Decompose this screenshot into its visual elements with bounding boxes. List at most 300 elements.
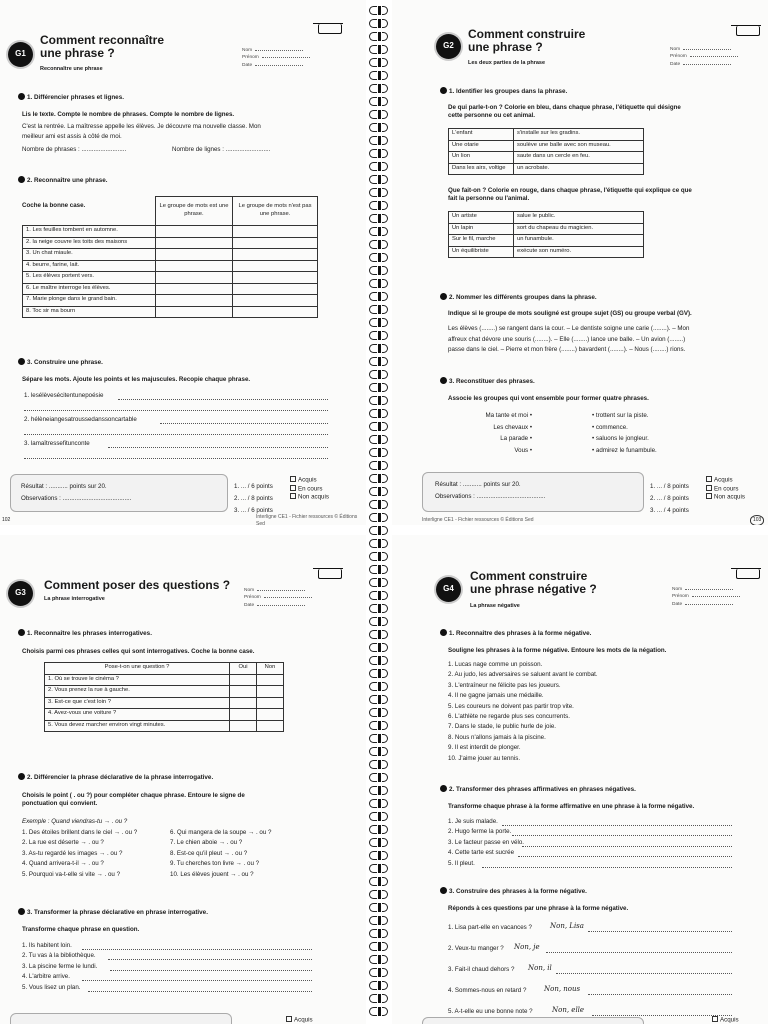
list-item[interactable]: 8. Est-ce qu'il pleut → . ou ? [170,849,248,857]
answer-line[interactable] [482,867,732,868]
lesson-badge: G2 [436,34,461,59]
answer-line[interactable] [24,458,328,459]
page-subtitle: La phrase négative [470,603,520,609]
s3-question: 1. Lisa part-elle en vacances ? [448,924,532,931]
table-row: 3. Un chat miaule. [23,249,318,261]
list-item: 1. Ils habitent loin. [22,942,72,949]
list-item[interactable]: 3. As-tu regardé les images → . ou ? [22,849,123,857]
s3-instruction: Réponds à ces questions par une phrase à la forme négative. [448,905,629,912]
spiral-ring [369,864,389,872]
table-row: 4. Avez-vous une voiture ? [45,709,284,721]
answer-line[interactable] [108,959,312,960]
label-cell[interactable]: s'installe sur les gradins. [514,129,644,141]
answer-line[interactable] [502,825,732,826]
spiral-ring [369,630,389,638]
results-box [10,474,228,512]
checkbox[interactable] [290,493,296,499]
list-item: 1. Je suis malade. [448,818,498,825]
section-2-title: 2. Différencier la phrase déclarative de la phrase interrogative. [18,773,213,782]
count-lines: Nombre de lignes : .......................... [172,146,271,153]
credit: Interligne CE1 - Fichier ressources © Éditions Sed [422,517,534,523]
spiral-ring [369,279,389,287]
spiral-ring [369,32,389,40]
col-head-yes: Oui [230,663,257,675]
lesson-badge: G3 [8,581,33,606]
spiral-ring [369,565,389,573]
spiral-ring [369,708,389,716]
list-item[interactable]: 4. Quand arrivera-t-il → . ou ? [22,860,104,868]
spiral-ring [369,227,389,235]
section-1-title: 1. Identifier les groupes dans la phrase. [440,87,567,96]
label-cell[interactable]: saute dans un cercle en feu. [514,152,644,164]
spiral-ring [369,903,389,911]
label-cell[interactable]: exécute son numéro. [514,246,644,258]
answer-line[interactable] [88,991,312,992]
checkbox-cell[interactable] [155,249,232,261]
section-2-title: 2. Nommer les différents groupes dans la phrase. [440,293,597,302]
answer-line[interactable] [24,410,328,411]
results-box [10,1013,232,1024]
spiral-ring [369,890,389,898]
answer-line[interactable] [82,980,312,981]
spiral-ring [369,968,389,976]
checkbox-cell[interactable] [233,295,318,307]
match-item[interactable]: Ma tante et moi • [485,412,532,419]
acquisition-checks: Acquis En cours Non acquis [706,476,745,502]
spiral-ring [369,617,389,625]
list-item[interactable]: 1. Lucas nage comme un poisson. [448,661,543,668]
lesson-badge: G4 [436,577,461,602]
match-item[interactable]: • saluons le jongleur. [592,435,649,442]
checkbox-cell[interactable] [257,709,284,721]
page-subtitle: Reconnaître une phrase [40,66,103,72]
label-cell[interactable]: soulève une balle avec son museau. [514,140,644,152]
s3-handwritten-answer: Non, elle [552,1006,585,1014]
answer-line[interactable] [160,423,328,424]
table-row [449,152,644,164]
page-subtitle: Les deux parties de la phrase [468,60,546,66]
spiral-ring [369,318,389,326]
table-row: 5. Vous devez marcher environ vingt minutes. [45,720,284,732]
spiral-ring [369,643,389,651]
match-item[interactable]: La parade • [500,435,532,442]
page-subtitle: La phrase interrogative [44,596,105,602]
label-cell[interactable]: salue le public. [514,212,644,224]
answer-line[interactable] [82,949,312,950]
checkbox-cell[interactable] [230,686,257,698]
list-item: 5. Vous lisez un plan. [22,983,81,991]
sentence-check-table [22,196,318,318]
tab-marker [318,569,342,579]
page-title: Comment construire une phrase négative ? [470,569,597,597]
checkbox[interactable] [712,1016,718,1022]
s3-handwritten-answer: Non, nous [544,985,581,993]
list-item[interactable]: 3. L'entraîneur ne félicite pas les joueurs. [448,681,561,689]
checkbox-cell[interactable] [230,674,257,686]
answer-line[interactable] [556,973,732,974]
spiral-ring [369,838,389,846]
identity-fields: Nom Prénom Date [670,46,738,68]
spiral-ring [369,344,389,352]
identity-fields: Nom Prénom Date [672,586,740,608]
label-cell[interactable]: Un lion [449,152,514,164]
spiral-ring [369,526,389,534]
match-item[interactable]: • admirez le funambule. [592,446,657,454]
s3-instruction: Associe les groupes qui vont ensemble pour former quatre phrases. [448,395,649,402]
spiral-ring [369,669,389,677]
checkbox[interactable] [706,493,712,499]
table-row: 2. la neige couvre les toits des maisons [23,237,318,249]
s1-list [448,661,598,765]
spiral-ring [369,981,389,989]
list-item[interactable]: 8. Nous n'allons jamais à la piscine. [448,733,546,741]
label-cell[interactable]: un acrobate. [514,163,644,175]
spiral-ring [369,396,389,404]
list-item: 4. L'arbitre arrive. [22,973,70,981]
spiral-ring [369,552,389,560]
section-3-title: 3. Construire une phrase. [18,358,103,367]
spiral-ring [369,812,389,820]
spiral-ring [369,942,389,950]
spiral-ring [369,58,389,66]
checkbox-cell[interactable] [230,709,257,721]
list-item[interactable]: 2. Au judo, les adversaires se saluent avant le combat. [448,671,598,679]
spiral-ring [369,994,389,1002]
checkbox-cell[interactable] [233,260,318,272]
spiral-ring [369,305,389,313]
list-item: 2. Tu vas à la bibliothèque. [22,952,96,960]
score-list: 1. ... / 6 points 2. ... / 8 points 3. ... / 6 points [234,483,273,514]
list-item: 5. Il pleut. [448,859,475,867]
spiral-ring [369,162,389,170]
s1-question-1: De qui parle-t-on ? Colorie en bleu, dans chaque phrase, l'étiquette qui désigne cette personne ou cet animal. [448,104,681,120]
s3-handwritten-answer: Non, je [514,943,540,951]
spiral-ring [369,409,389,417]
table-row: 6. Le maître interroge les élèves. [23,283,318,295]
checkbox-cell[interactable] [233,226,318,238]
match-item[interactable]: • trottent sur la piste. [592,412,649,419]
table-row: 5. Les élèves portent vers. [23,272,318,284]
spiral-ring [369,799,389,807]
checkbox-cell[interactable] [257,697,284,709]
answer-line[interactable] [108,447,328,448]
section-1-title: 1. Reconnaître les phrases interrogatives. [18,629,152,638]
label-cell[interactable]: Un équilibriste [449,246,514,258]
s3-item: 1. lesélèvesécitentunepoésie [24,392,104,399]
spiral-ring [369,747,389,755]
spiral-ring [369,370,389,378]
list-item[interactable]: 2. La rue est déserte → . ou ? [22,839,104,847]
spiral-ring [369,578,389,586]
table-row: 8. Toc sir ma bourn [23,306,318,318]
lesson-badge: G1 [8,42,33,67]
tab-marker [736,569,760,579]
label-cell[interactable]: L'enfant [449,129,514,141]
list-item[interactable]: 1. Des étoiles brillent dans le ciel → . ou ? [22,829,138,836]
answer-line[interactable] [522,846,732,847]
acquisition-check: Acquis [286,1016,313,1024]
spiral-ring [369,435,389,443]
checkbox[interactable] [706,485,712,491]
spiral-ring [369,474,389,482]
tab-marker [736,26,760,36]
spiral-ring [369,877,389,885]
spiral-ring [369,786,389,794]
answer-line[interactable] [24,434,328,435]
spiral-ring [369,916,389,924]
checkbox-cell[interactable] [257,686,284,698]
answer-line[interactable] [592,1015,732,1016]
list-item[interactable]: 7. Dans le stade, le public hurle de joie. [448,723,557,731]
spiral-ring [369,214,389,222]
checkbox-cell[interactable] [230,697,257,709]
spiral-ring [369,513,389,521]
checkbox-cell[interactable] [155,272,232,284]
list-item: 4. Cette tarte est sucrée [448,849,515,857]
s2-example: Exemple : Quand viendras-tu → . ou ? [22,818,128,825]
spiral-ring [369,721,389,729]
tab-marker [318,24,342,34]
answer-line[interactable] [110,970,312,971]
s3-handwritten-answer: Non, Lisa [550,922,584,930]
spiral-ring [369,331,389,339]
answer-line[interactable] [518,856,732,857]
s2-instruction: Coche la bonne case. [22,202,86,209]
s1-question-2: Que fait-on ? Colorie en rouge, dans chaque phrase, l'étiquette qui explique ce que fait la personne ou l'animal. [448,187,692,203]
checkbox[interactable] [286,1016,292,1022]
observations-line: Observations : ........................................ [435,493,546,500]
table-row [449,235,644,247]
spiral-ring [369,695,389,703]
s3-instruction: Transforme chaque phrase en question. [22,926,140,933]
table-row [449,163,644,175]
checkbox-cell[interactable] [233,283,318,295]
list-item[interactable]: 7. Le chien aboie → . ou ? [170,839,243,847]
count-phrases: Nombre de phrases : .......................... [22,146,127,153]
col-head-not-phrase: Le groupe de mots n'est pas une phrase. [233,197,318,226]
acquisition-check: Acquis [712,1016,739,1024]
spiral-ring [369,292,389,300]
list-item: 2. Hugo ferme la porte. [448,828,512,836]
table-row [449,212,644,224]
s1-instruction: Choisis parmi ces phrases celles qui sont interrogatives. Coche la bonne case. [22,648,255,655]
s1-text-line2: meilleur ami est assis à côté de moi. [22,133,122,140]
spiral-ring [369,539,389,547]
result-line: Résultat : ........... points sur 20. [435,481,521,488]
spiral-binding [366,0,392,1024]
worksheet-g4 [392,535,768,1024]
label-cell[interactable]: Un lapin [449,223,514,235]
s2-instruction: Choisis le point ( . ou ?) pour compléter chaque phrase. Entoure le signe de ponctuation qui convient. [22,792,245,808]
list-item[interactable]: 10. J'aime jouer au tennis. [448,754,521,762]
spiral-ring [369,604,389,612]
table-row [449,140,644,152]
label-cell[interactable]: sort du chapeau du magicien. [514,223,644,235]
checkbox-cell[interactable] [233,249,318,261]
spiral-ring [369,110,389,118]
page-title: Comment reconnaître une phrase ? [40,33,165,61]
list-item[interactable]: 9. Il est interdit de plonger. [448,744,521,752]
score-list: 1. ... / 8 points 2. ... / 8 points 3. ... / 4 points [650,483,689,514]
spiral-ring [369,682,389,690]
checkbox-cell[interactable] [230,720,257,732]
label-cell[interactable]: un funambule. [514,235,644,247]
answer-line[interactable] [588,994,732,995]
table-row [449,223,644,235]
spiral-ring [369,84,389,92]
checkbox-cell[interactable] [155,306,232,318]
spiral-ring [369,461,389,469]
table-row: 7. Marie plonge dans le grand bain. [23,295,318,307]
checkbox[interactable] [290,485,296,491]
s1-instruction: Lis le texte. Compte le nombre de phrases. Compte le nombre de lignes. [22,111,235,118]
worksheet-g3 [0,535,366,1024]
label-cell[interactable]: Un artiste [449,212,514,224]
s3-question: 2. Veux-tu manger ? [448,945,504,952]
spiral-ring [369,1007,389,1015]
spiral-ring [369,266,389,274]
spiral-ring [369,240,389,248]
checkbox-cell[interactable] [155,260,232,272]
table-row: 4. beurre, farine, lait. [23,260,318,272]
spiral-ring [369,851,389,859]
page-number: 102 [2,517,11,523]
checkbox[interactable] [706,476,712,482]
checkbox-cell[interactable] [233,272,318,284]
spiral-ring [369,188,389,196]
spiral-ring [369,760,389,768]
match-item[interactable]: • commence. [592,423,628,431]
spiral-ring [369,773,389,781]
col-head-no: Non [257,663,284,675]
spiral-ring [369,487,389,495]
spiral-ring [369,123,389,131]
label-cell[interactable]: Sur le fil, marche [449,235,514,247]
answer-line[interactable] [546,952,732,953]
s2-paragraph: Les élèves (........) se rangent dans la cour. – Le dentiste soigne une carie (........). – Mon affreux chat dévore une souris (........). – Elle (........) lance une balle. – Un avion (........) passe dans le ciel. – Pierre et mon frère (........) bavardent (........). – Nous (........) rions. [448,325,690,353]
section-1-title: 1. Reconnaître des phrases à la forme négative. [440,629,591,638]
table-row: 1. Les feuilles tombent en automne. [23,226,318,238]
s3-item: 2. hélèneiangesatroussedanssoncartable [24,416,137,423]
list-item: 3. La piscine ferme le lundi. [22,962,98,970]
spiral-ring [369,149,389,157]
spiral-ring [369,45,389,53]
results-box [422,1017,644,1024]
spiral-ring [369,448,389,456]
col-head-phrase: Le groupe de mots est une phrase. [155,197,232,226]
list-item[interactable]: 5. Les coureurs ne doivent pas partir trop vite. [448,702,574,710]
col-head-question: Pose-t-on une question ? [45,663,230,675]
spiral-ring [369,6,389,14]
spiral-ring [369,201,389,209]
worksheet-g2 [392,0,768,525]
section-3-title: 3. Construire des phrases à la forme négative. [440,887,587,896]
spiral-ring [369,19,389,27]
question-table [44,662,284,732]
s3-instruction: Sépare les mots. Ajoute les points et les majuscules. Recopie chaque phrase. [22,376,251,383]
section-1-title: 1. Différencier phrases et lignes. [18,93,124,102]
spiral-ring [369,175,389,183]
checkbox-cell[interactable] [233,237,318,249]
s2-left-list [22,829,137,881]
checkbox-cell[interactable] [155,295,232,307]
table-row [449,129,644,141]
checkbox-cell[interactable] [233,306,318,318]
checkbox-cell[interactable] [155,283,232,295]
match-left-column [448,410,532,456]
s3-question: 5. A-t-elle eu une bonne note ? [448,1008,533,1015]
spiral-ring [369,734,389,742]
answer-line[interactable] [588,931,732,932]
credit: Interligne CE1 - Fichier ressources © Éditions Sed [256,514,358,525]
spiral-ring [369,422,389,430]
list-item[interactable]: 4. Il ne gagne jamais une médaille. [448,692,544,700]
spiral-ring [369,929,389,937]
list-item[interactable]: 6. Qui mangera de la soupe → . ou ? [170,829,272,836]
page-number: 103 [750,515,764,525]
acquisition-checks: Acquis En cours Non acquis [290,476,329,502]
group-table-1 [448,128,644,175]
s2-instruction: Indique si le groupe de mots souligné est groupe sujet (GS) ou groupe verbal (GV). [448,310,692,317]
s3-question: 3. Fait-il chaud dehors ? [448,966,515,973]
results-box [422,472,644,512]
spiral-ring [369,383,389,391]
spiral-ring [369,357,389,365]
match-item[interactable]: Vous • [514,446,532,454]
spiral-ring [369,136,389,144]
worksheet-g1 [0,0,366,525]
label-cell[interactable]: Dans les airs, voltige [449,163,514,175]
spiral-ring [369,71,389,79]
section-2-title: 2. Transformer des phrases affirmatives en phrases négatives. [440,785,636,794]
spiral-ring [369,591,389,599]
checkbox-cell[interactable] [257,674,284,686]
section-3-title: 3. Transformer la phrase déclarative en phrase interrogative. [18,908,208,917]
page-title: Comment construire une phrase ? [468,27,586,55]
list-item[interactable]: 6. L'athlète ne regarde plus ses concurrents. [448,712,570,720]
checkbox-cell[interactable] [257,720,284,732]
spiral-ring [369,955,389,963]
s2-right-list [170,829,271,881]
table-row [449,246,644,258]
spiral-ring [369,97,389,105]
spiral-ring [369,656,389,664]
checkbox-cell[interactable] [155,226,232,238]
group-table-2 [448,211,644,258]
checkbox-cell[interactable] [155,237,232,249]
checkbox[interactable] [290,476,296,482]
observations-line: Observations : ........................................ [21,495,132,502]
result-line: Résultat : ........... points sur 20. [21,483,107,490]
label-cell[interactable]: Une otarie [449,140,514,152]
answer-line[interactable] [118,399,328,400]
table-row: 3. Est-ce que c'est loin ? [45,697,284,709]
s3-item: 3. lamaîtressefitunconte [24,440,90,447]
s1-text-line1: C'est la rentrée. La maîtresse appelle les élèves. Je découvre ma nouvelle classe. Mon [22,123,261,130]
table-row: 2. Vous prenez la rue à gauche. [45,686,284,698]
list-item[interactable]: 5. Pourquoi va-t-elle si vite → . ou ? [22,870,121,878]
s2-instruction: Transforme chaque phrase à la forme affirmative en une phrase à la forme négative. [448,803,695,810]
answer-line[interactable] [512,835,732,836]
list-item[interactable]: 9. Tu cherches ton livre → . ou ? [170,860,260,868]
match-item[interactable]: Les chevaux • [493,423,532,431]
identity-fields: Nom Prénom Date [242,47,310,69]
s3-question: 4. Sommes-nous en retard ? [448,987,527,994]
spiral-ring [369,500,389,508]
list-item[interactable]: 10. Les élèves jouent → . ou ? [170,870,254,878]
spiral-ring [369,825,389,833]
list-item: 3. Le facteur passe en vélo. [448,838,525,846]
